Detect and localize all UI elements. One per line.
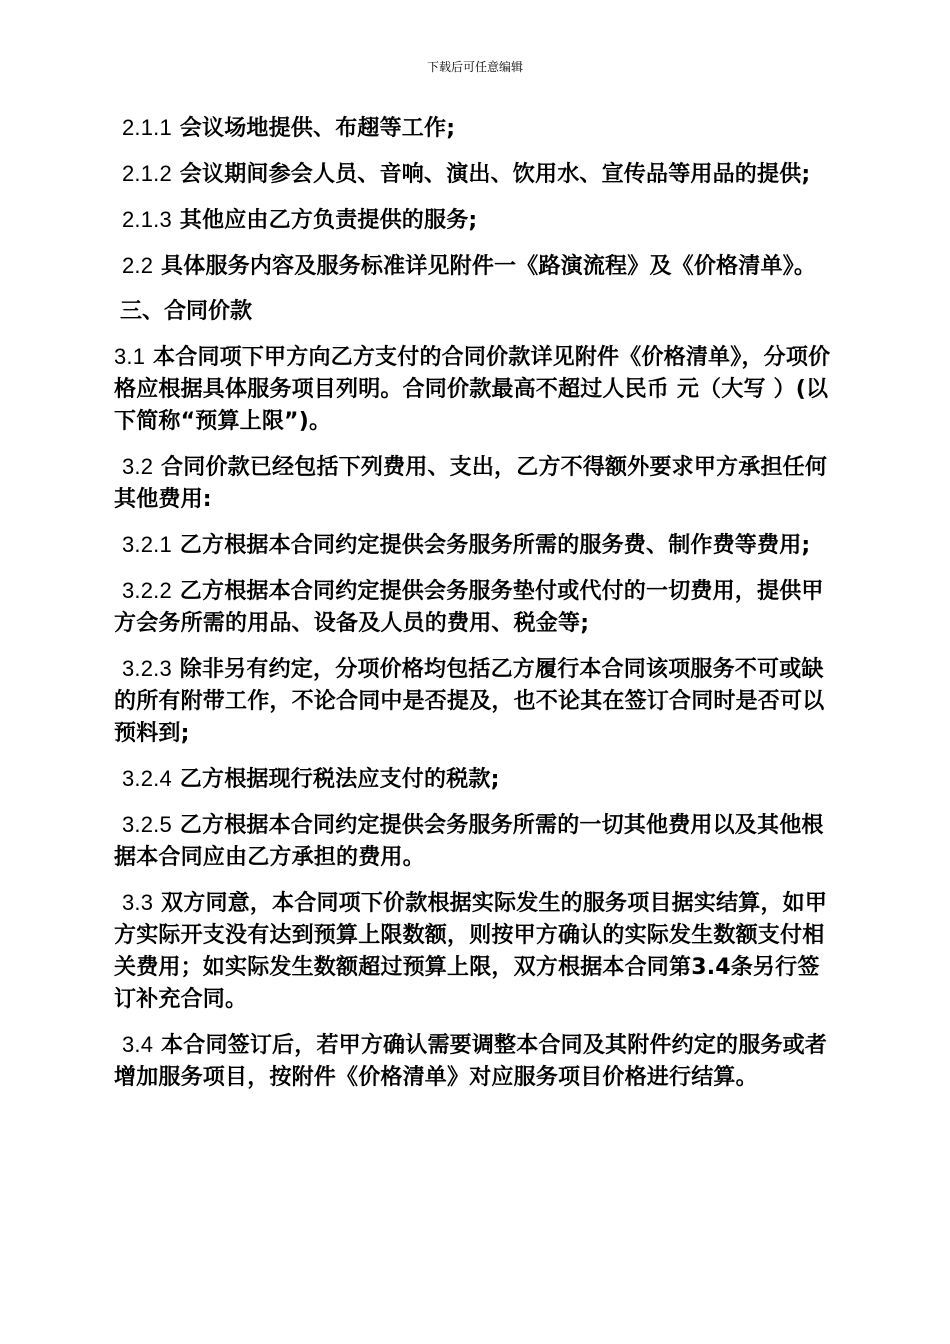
clause-text: 合同价款已经包括下列费用、支出，乙方不得额外要求甲方承担任何其他费用: — [114, 455, 828, 512]
document-body — [114, 112, 838, 1107]
clause-number: 2.1.2 — [122, 161, 172, 186]
clause-number: 3.2.1 — [122, 532, 172, 557]
clause-2-1-2 — [114, 158, 838, 191]
clause-number: 3.4 — [122, 1032, 154, 1057]
clause-text: 本合同签订后，若甲方确认需要调整本合同及其附件约定的服务或者增加服务项目，按附件《价格清单》对应服务项目价格进行结算。 — [114, 1033, 828, 1090]
clause-number: 3.3 — [122, 890, 154, 915]
clause-text: 乙方根据本合同约定提供会务服务垫付或代付的一切费用，提供甲方会务所需的用品、设备及人员的费用、税金等; — [114, 579, 824, 636]
clause-text: 乙方根据现行税法应支付的税款; — [179, 767, 500, 792]
clause-text: 除非另有约定，分项价格均包括乙方履行本合同该项服务不可或缺的所有附带工作，不论合同中是否提及，也不论其在签订合同时是否可以预料到; — [114, 657, 825, 746]
clause-text: 本合同项下甲方向乙方支付的合同价款详见附件《价格清单》，分项价格应根据具体服务项目列明。合同价款最高不超过人民币 元（大写 ）(以下简称“预算上限”)。 — [114, 345, 831, 434]
clause-3-2 — [114, 451, 838, 516]
clause-number: 2.1.1 — [122, 115, 172, 140]
clause-2-1-3 — [114, 204, 838, 237]
clause-number: 3.2.4 — [122, 766, 172, 791]
clause-text: 其他应由乙方负责提供的服务; — [179, 208, 478, 233]
section-heading-3: 三、合同价款 — [120, 299, 253, 324]
clause-3-2-4 — [114, 763, 838, 796]
clause-3-1 — [114, 341, 838, 438]
clause-text: 乙方根据本合同约定提供会务服务所需的一切其他费用以及其他根据本合同应由乙方承担的费用。 — [114, 813, 824, 870]
clause-3-2-2 — [114, 575, 838, 640]
clause-text: 会议场地提供、布趐等工作; — [179, 116, 456, 141]
clause-number: 3.2 — [122, 454, 154, 479]
clause-3-4 — [114, 1029, 838, 1094]
clause-number: 2.1.3 — [122, 207, 172, 232]
clause-text: 会议期间参会人员、音响、演出、饮用水、宣传品等用品的提供; — [179, 162, 811, 187]
clause-text: 具体服务内容及服务标准详见附件一《路演流程》及《价格清单》。 — [161, 254, 817, 279]
clause-3-2-3 — [114, 653, 838, 750]
clause-3-2-1 — [114, 529, 838, 562]
clause-2-1-1 — [114, 112, 838, 145]
clause-number: 3.2.5 — [122, 812, 172, 837]
clause-number: 3.2.2 — [122, 578, 172, 603]
clause-text: 乙方根据本合同约定提供会务服务所需的服务费、制作费等费用; — [179, 533, 811, 558]
header-note: 下载后可任意编辑 — [426, 60, 523, 74]
clause-number: 3.2.3 — [122, 656, 172, 681]
clause-3-3 — [114, 887, 838, 1016]
clause-number: 3.1 — [114, 344, 146, 369]
clause-2-2 — [114, 250, 838, 283]
clause-number: 2.2 — [122, 253, 154, 278]
clause-3-2-5 — [114, 809, 838, 874]
clause-text: 双方同意，本合同项下价款根据实际发生的服务项目据实结算，如甲方实际开支没有达到预算上限数额，则按甲方确认的实际发生数额支付相关费用；如实际发生数额超过预算上限，双方根据本合同第3.4条另行签订补充合同。 — [114, 891, 828, 1012]
